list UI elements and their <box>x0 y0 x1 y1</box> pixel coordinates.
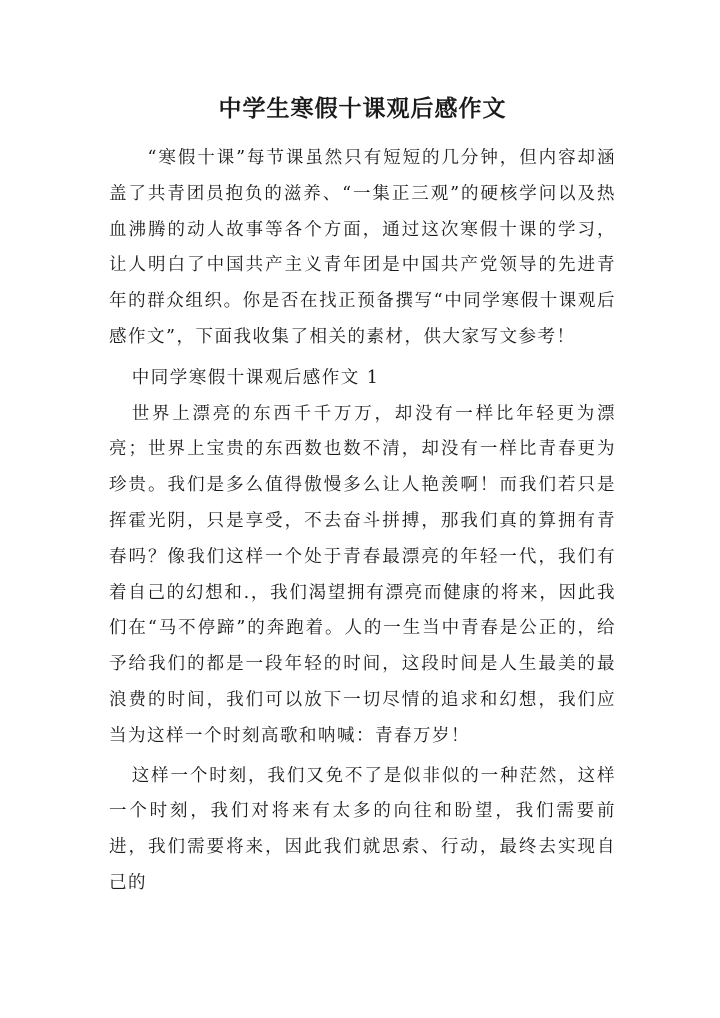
body-paragraph: 世界上漂亮的东西千千万万，却没有一样比年轻更为漂亮；世界上宝贵的东西数也数不清，却没有一样比青春更为珍贵。我们是多么值得傲慢多么让人艳羡啊！而我们若只是挥霍光阴，只是享受，不去奋斗拼搏，那我们真的算拥有青春吗？像我们这样一个处于青春最漂亮的年轻一代，我们有着自己的幻想和.，我们渴望拥有漂亮而健康的将来，因此我们在“马不停蹄”的奔跑着。人的一生当中青春是公正的，给予给我们的都是一段年轻的时间，这段时间是人生最美的最浪费的时间，我们可以放下一切尽情的追求和幻想，我们应当为这样一个时刻高歌和呐喊：青春万岁！ <box>109 403 616 746</box>
body-paragraph: 这样一个时刻，我们又免不了是似非似的一种茫然，这样一个时刻，我们对将来有太多的向往和盼望，我们需要前进，我们需要将来，因此我们就思索、行动，最终去实现自己的 <box>109 765 616 893</box>
intro-paragraph: “寒假十课”每节课虽然只有短短的几分钟，但内容却涵盖了共青团员抱负的滋养、“一集正三观”的硬核学问以及热血沸腾的动人故事等各个方面，通过这次寒假十课的学习，让人明白了中国共产主义青年团是中国共产党领导的先进青年的群众组织。你是否在找正预备撰写“中同学寒假十课观后感作文”，下面我收集了相关的素材，供大家写文参考！ <box>109 148 616 347</box>
document-title: 中学生寒假十课观后感作文 <box>218 96 507 122</box>
section-heading: 中同学寒假十课观后感作文 1 <box>131 367 380 388</box>
